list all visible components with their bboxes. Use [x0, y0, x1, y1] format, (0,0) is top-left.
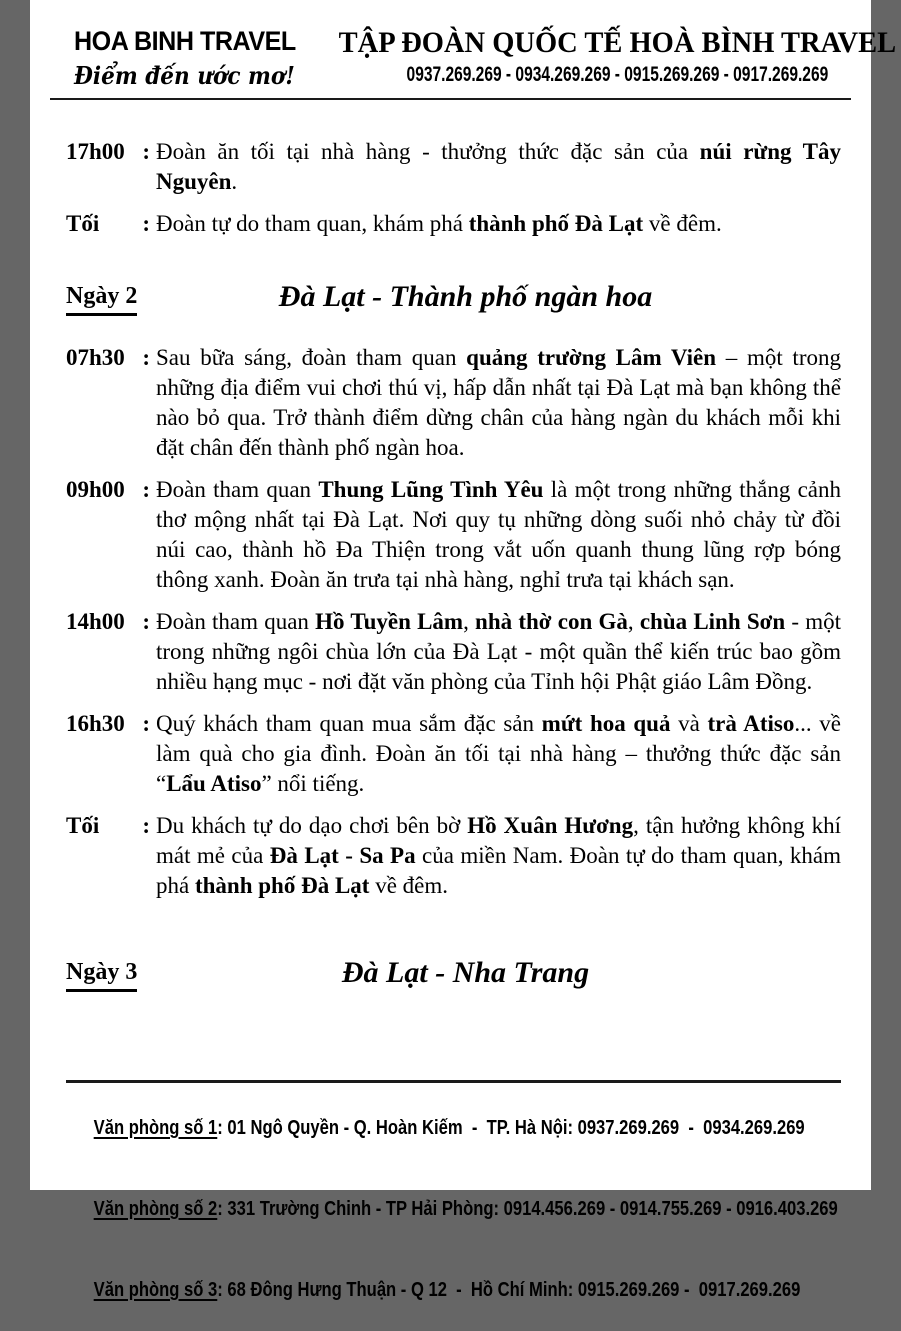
time-label	[66, 709, 156, 799]
entry-text: Đoàn tham quan Hồ Tuyền Lâm, nhà thờ con Gà, chùa Linh Sơn - một trong những ngôi chùa lớn của Đà Lạt - một quần thể kiến trúc bao gồm nhiều hạng mục - nơi đặt văn phòng của Tỉnh hội Phật giáo Lâm Đồng.	[156, 609, 842, 694]
itinerary-entry-toi-day2	[66, 811, 841, 901]
itinerary-entry-14h00	[66, 607, 841, 697]
company-phone-numbers: 0937.269.269 - 0934.269.269 - 0915.269.269 - 0917.269.269	[406, 63, 829, 86]
day-3-heading	[66, 951, 841, 995]
entry-text: Đoàn tham quan Thung Lũng Tình Yêu là một trong những thắng cảnh thơ mộng nhất tại Đà Lạt. Nơi quy tụ những dòng suối nhỏ chảy từ đồi núi cao, thành hồ Đa Thiện trong vắt uốn quanh thung lũng rợp bóng thông xanh. Đoàn ăn trưa tại nhà hàng, nghỉ trưa tại khách sạn.	[156, 477, 842, 592]
entry-text: Quý khách tham quan mua sắm đặc sản mứt hoa quả và trà Atiso... về làm quà cho gia đình. Đoàn ăn tối tại nhà hàng – thưởng thức đặc sản “Lẩu Atiso” nổi tiếng.	[156, 711, 841, 796]
day-2-heading	[66, 275, 841, 319]
company-block	[324, 26, 901, 87]
day-3-label: Ngày 3	[66, 959, 137, 992]
itinerary-body	[66, 137, 841, 995]
day-2-label: Ngày 2	[66, 283, 137, 316]
time-colon: :	[142, 813, 150, 838]
company-name: TẬP ĐOÀN QUỐC TẾ HOÀ BÌNH TRAVEL	[338, 26, 897, 59]
time-label	[66, 137, 156, 197]
time-text: Tối	[66, 813, 100, 838]
office-line-2	[66, 1169, 838, 1250]
office-line-3	[66, 1250, 801, 1331]
itinerary-entry-toi-day1	[66, 209, 841, 239]
time-label	[66, 607, 156, 697]
office-1-label: Văn phòng số 1	[93, 1117, 218, 1139]
header	[66, 26, 897, 90]
entry-text: Đoàn ăn tối tại nhà hàng - thưởng thức đặc sản của núi rừng Tây Nguyên.	[156, 139, 841, 194]
itinerary-entry-16h30	[66, 709, 841, 799]
itinerary-entry-17h00	[66, 137, 841, 197]
brand-name: HOA BINH TRAVEL	[74, 26, 296, 56]
time-colon: :	[142, 477, 150, 502]
office-2-label: Văn phòng số 2	[93, 1198, 218, 1220]
time-label	[66, 209, 156, 239]
office-3-info: : 68 Đông Hưng Thuận - Q 12 - Hồ Chí Minh: 0915.269.269 - 0917.269.269	[217, 1279, 801, 1301]
time-colon: :	[142, 211, 150, 236]
time-label	[66, 811, 156, 901]
brand-tagline: Điểm đến ước mơ!	[74, 61, 295, 90]
time-text: 09h00	[66, 477, 125, 502]
time-label	[66, 343, 156, 463]
office-1-info: : 01 Ngô Quyền - Q. Hoàn Kiếm - TP. Hà Nội: 0937.269.269 - 0934.269.269	[217, 1117, 805, 1139]
time-text: 07h30	[66, 345, 125, 370]
time-colon: :	[142, 345, 150, 370]
document-page	[30, 0, 897, 1301]
entry-text: Đoàn tự do tham quan, khám phá thành phố Đà Lạt về đêm.	[156, 211, 722, 236]
entry-text: Sau bữa sáng, đoàn tham quan quảng trường Lâm Viên – một trong những địa điểm vui chơi thú vị, hấp dẫn nhất tại Đà Lạt mà bạn không thể nào bỏ qua. Trở thành điểm dừng chân của hàng ngàn du khách mỗi khi đặt chân đến thành phố ngàn hoa.	[156, 345, 841, 460]
time-text: 16h30	[66, 711, 125, 736]
office-3-label: Văn phòng số 3	[93, 1279, 218, 1301]
day-3-title: Đà Lạt - Nha Trang	[341, 956, 590, 989]
office-2-info: : 331 Trường Chinh - TP Hải Phòng: 0914.456.269 - 0914.755.269 - 0916.403.269	[217, 1198, 838, 1220]
day-2-title: Đà Lạt - Thành phố ngàn hoa	[278, 280, 653, 313]
entry-text: Du khách tự do dạo chơi bên bờ Hồ Xuân Hương, tận hưởng không khí mát mẻ của Đà Lạt - Sa Pa của miền Nam. Đoàn tự do tham quan, khám phá thành phố Đà Lạt về đêm.	[156, 813, 841, 898]
office-line-1	[66, 1088, 805, 1169]
time-colon: :	[142, 139, 150, 164]
time-text: 14h00	[66, 609, 125, 634]
footer-divider	[66, 1080, 841, 1083]
itinerary-entry-07h30	[66, 343, 841, 463]
time-text: Tối	[66, 211, 100, 236]
time-label	[66, 475, 156, 595]
time-colon: :	[142, 711, 150, 736]
time-text: 17h00	[66, 139, 125, 164]
itinerary-entry-09h00	[66, 475, 841, 595]
header-divider	[50, 98, 851, 100]
time-colon: :	[142, 609, 150, 634]
footer	[66, 1080, 841, 1331]
brand-logo	[66, 26, 324, 90]
